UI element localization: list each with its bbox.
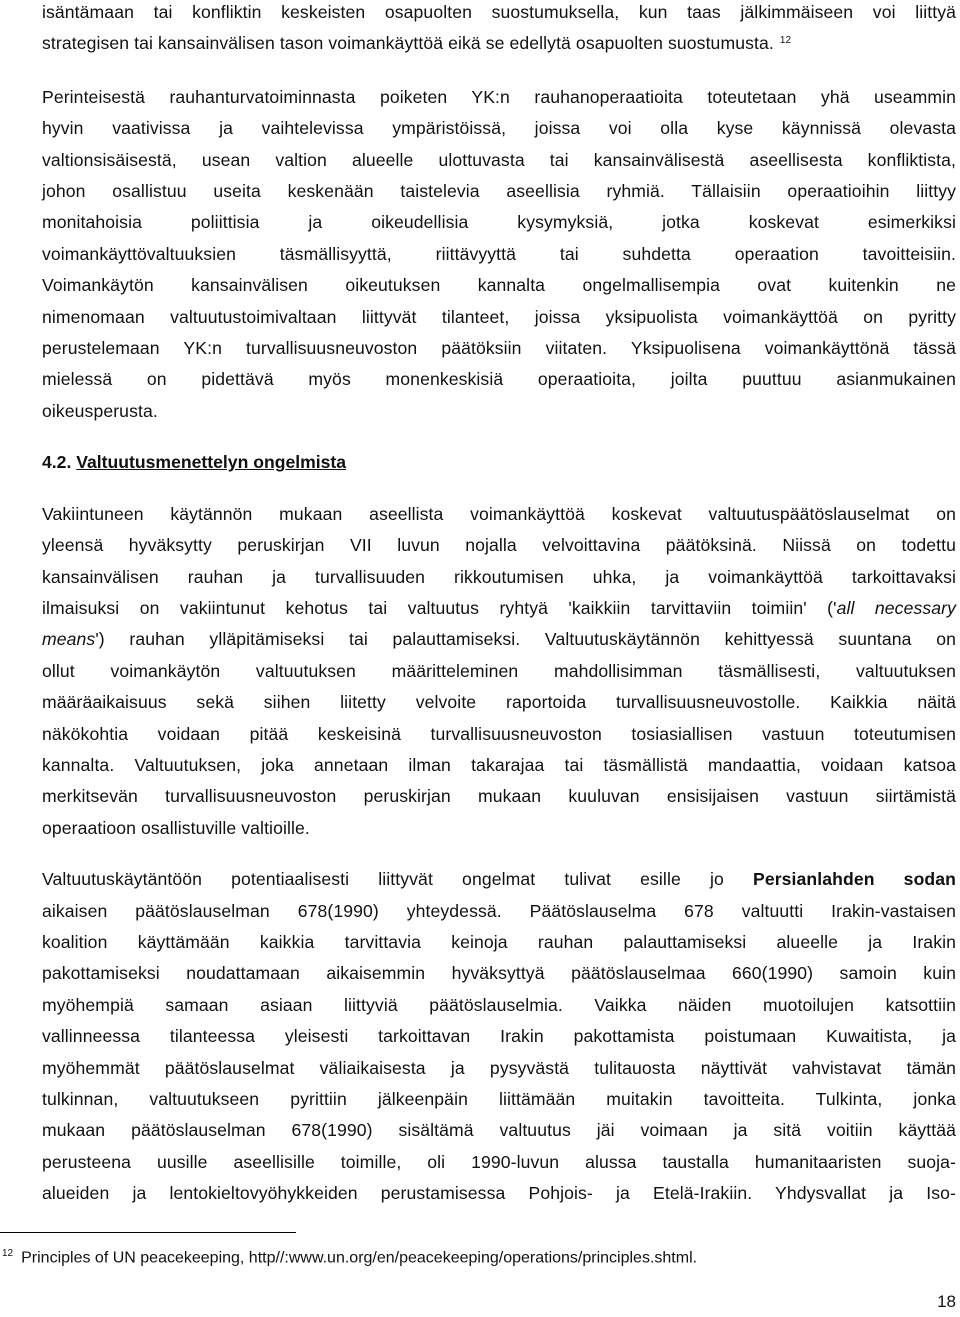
text-line: ilmaisuksi on vakiintunut kehotus tai valtuutus ryhtyä 'kaikkiin tarvittaviin toimiin' ('all necessary [42, 597, 957, 618]
italic-phrase: all necessary [836, 597, 957, 618]
italic-phrase: means [42, 629, 96, 650]
footnote-divider [0, 1232, 296, 1233]
text-line: monitahoisia poliittisia ja oikeudellisia kysymyksiä, jotka koskevat esimerkiksi [42, 212, 956, 233]
text-line: pakottamiseksi noudattamaan aikaisemmin hyväksyttyä päätöslauselmaa 660(1990) samoin kuin [42, 963, 956, 984]
text-line: strategisen tai kansainvälisen tason voimankäyttöä eikä se edellytä osapuolten suostumusta. $^{12}$ [42, 33, 792, 54]
text-line: vallinneessa tilanteessa yleisesti tarkoittavan Irakin pakottamista poistumaan Kuwaitista, ja [42, 1026, 956, 1047]
page-number: 18 [937, 1292, 956, 1311]
text-line: koalition käyttämään kaikkia tarvittavia keinoja rauhan palauttamiseksi alueelle ja Irakin [42, 931, 956, 952]
text-line: yleensä hyväksytty peruskirjan VII luvun nojalla velvoittavina päätöksinä. Niissä on todettu [42, 535, 956, 556]
text-line: määräaikaisuus sekä siihen liitetty velvoite raportoida turvallisuusneuvostolle. Kaikkia näitä [42, 692, 956, 713]
text-line: voimankäyttövaltuuksien täsmällisyyttä, riittävyyttä tai suhdetta operaation tavoitteisiin. [42, 243, 956, 264]
text-line: Perinteisestä rauhanturvatoiminnasta poiketen YK:n rauhanoperaatioita toteutetaan yhä useammin [42, 86, 956, 107]
section-heading [42, 447, 956, 478]
text-line: kannalta. Valtuutuksen, joka annetaan ilman takarajaa tai täsmällistä mandaattia, voidaan katsoa [42, 754, 956, 775]
footnote [2, 1242, 697, 1270]
paragraph-3 [42, 864, 956, 1209]
text-line: mukaan päätöslauselman 678(1990) sisältämä valtuutus jäi voimaan ja sitä voitiin käyttää [42, 1120, 956, 1141]
text-line: Valtuutuskäytäntöön potentiaalisesti liittyvät ongelmat tulivat esille jo Persianlahden sodan [42, 869, 956, 890]
text-line: näkökohtia voidaan pitää keskeisinä turvallisuusneuvoston tosiasiallisen vastuun toteutumisen [42, 723, 956, 744]
intro-paragraph [42, 0, 956, 60]
text-line: means') rauhan ylläpitämiseksi tai palauttamiseksi. Valtuutuskäytännön kehittyessä suuntana on [42, 629, 956, 650]
document-page [42, 0, 956, 1210]
paragraph-1 [42, 82, 956, 427]
text-line: isäntämaan tai konfliktin keskeisten osapuolten suostumuksella, kun taas jälkimmäiseen voi liittyä [42, 2, 956, 22]
text-line: oikeusperusta. [42, 400, 158, 421]
text-line: perustelemaan YK:n turvallisuusneuvoston päätöksiin viitaten. Yksipuolisena voimankäyttönä tässä [42, 338, 956, 359]
section-title: Valtuutusmenettelyn ongelmista [76, 452, 347, 473]
bold-phrase: Persianlahden sodan [752, 869, 956, 890]
text-line: Vakiintuneen käytännön mukaan aseellista voimankäyttöä koskevat valtuutuspäätöslauselmat on [42, 503, 956, 524]
text-line: nimenomaan valtuutustoimivaltaan liittyvät tilanteet, joissa yksipuolista voimankäyttöä on pyritty [42, 306, 956, 327]
paragraph-2 [42, 499, 956, 844]
text-line: alueiden ja lentokieltovyöhykkeiden perustamisessa Pohjois- ja Etelä-Irakiin. Yhdysvallat ja Iso- [42, 1183, 956, 1204]
text-line: ollut voimankäytön valtuutuksen määritteleminen mahdollisimman täsmällisesti, valtuutuksen [42, 660, 956, 681]
text-line: mielessä on pidettävä myös monenkeskisiä operaatioita, joilta puuttuu asianmukainen [42, 369, 956, 390]
text-line: johon osallistuu useita keskenään taistelevia aseellisia ryhmiä. Tällaisiin operaatioihin liittyy [42, 181, 956, 202]
text-line: operaatioon osallistuville valtioille. [42, 817, 310, 838]
text-line: aikaisen päätöslauselman 678(1990) yhteydessä. Päätöslauselma 678 valtuutti Irakin-vastaisen [42, 900, 956, 921]
text-line: myöhempiä samaan asiaan liittyviä päätöslauselmia. Vaikka näiden muotoilujen katsottiin [42, 994, 956, 1015]
footnote-text[interactable]: Principles of UN peacekeeping, http//:www.un.org/en/peacekeeping/operations/principles.shtml. [21, 1249, 698, 1267]
text-line: kansainvälisen rauhan ja turvallisuuden rikkoutumisen uhka, ja voimankäyttöä tarkoittavaksi [42, 566, 956, 587]
text-line: hyvin vaativissa ja vaihtelevissa ympäristöissä, joissa voi olla kyse käynnissä olevasta [42, 118, 956, 139]
section-number: 4.2. [42, 452, 72, 473]
text-line: Voimankäytön kansainvälisen oikeutuksen kannalta ongelmallisempia ovat kuitenkin ne [42, 275, 956, 296]
text-line: perusteena uusille aseellisille toimille, oli 1990-luvun alussa taustalla humanitaaristen suoja- [42, 1151, 956, 1172]
footnote-reference[interactable]: 12 [779, 34, 792, 46]
text-line: valtionsisäisestä, usean valtion alueelle ulottuvasta tai kansainvälisestä aseellisesta konfliktista, [42, 149, 956, 170]
footnote-number: 12 [2, 1248, 14, 1259]
text-line: myöhemmät päätöslauselmat väliaikaisesta ja pysyvästä tulitauosta näyttivät vahvistavat tämän [42, 1057, 956, 1078]
text-line: tulkinnan, valtuutukseen pyrittiin jälkeenpäin liittämään muitakin tavoitteita. Tulkinta, jonka [42, 1089, 956, 1109]
text-line: merkitsevän turvallisuusneuvoston peruskirjan mukaan kuuluvan ensisijaisen vastuun siirtämistä [42, 786, 956, 807]
